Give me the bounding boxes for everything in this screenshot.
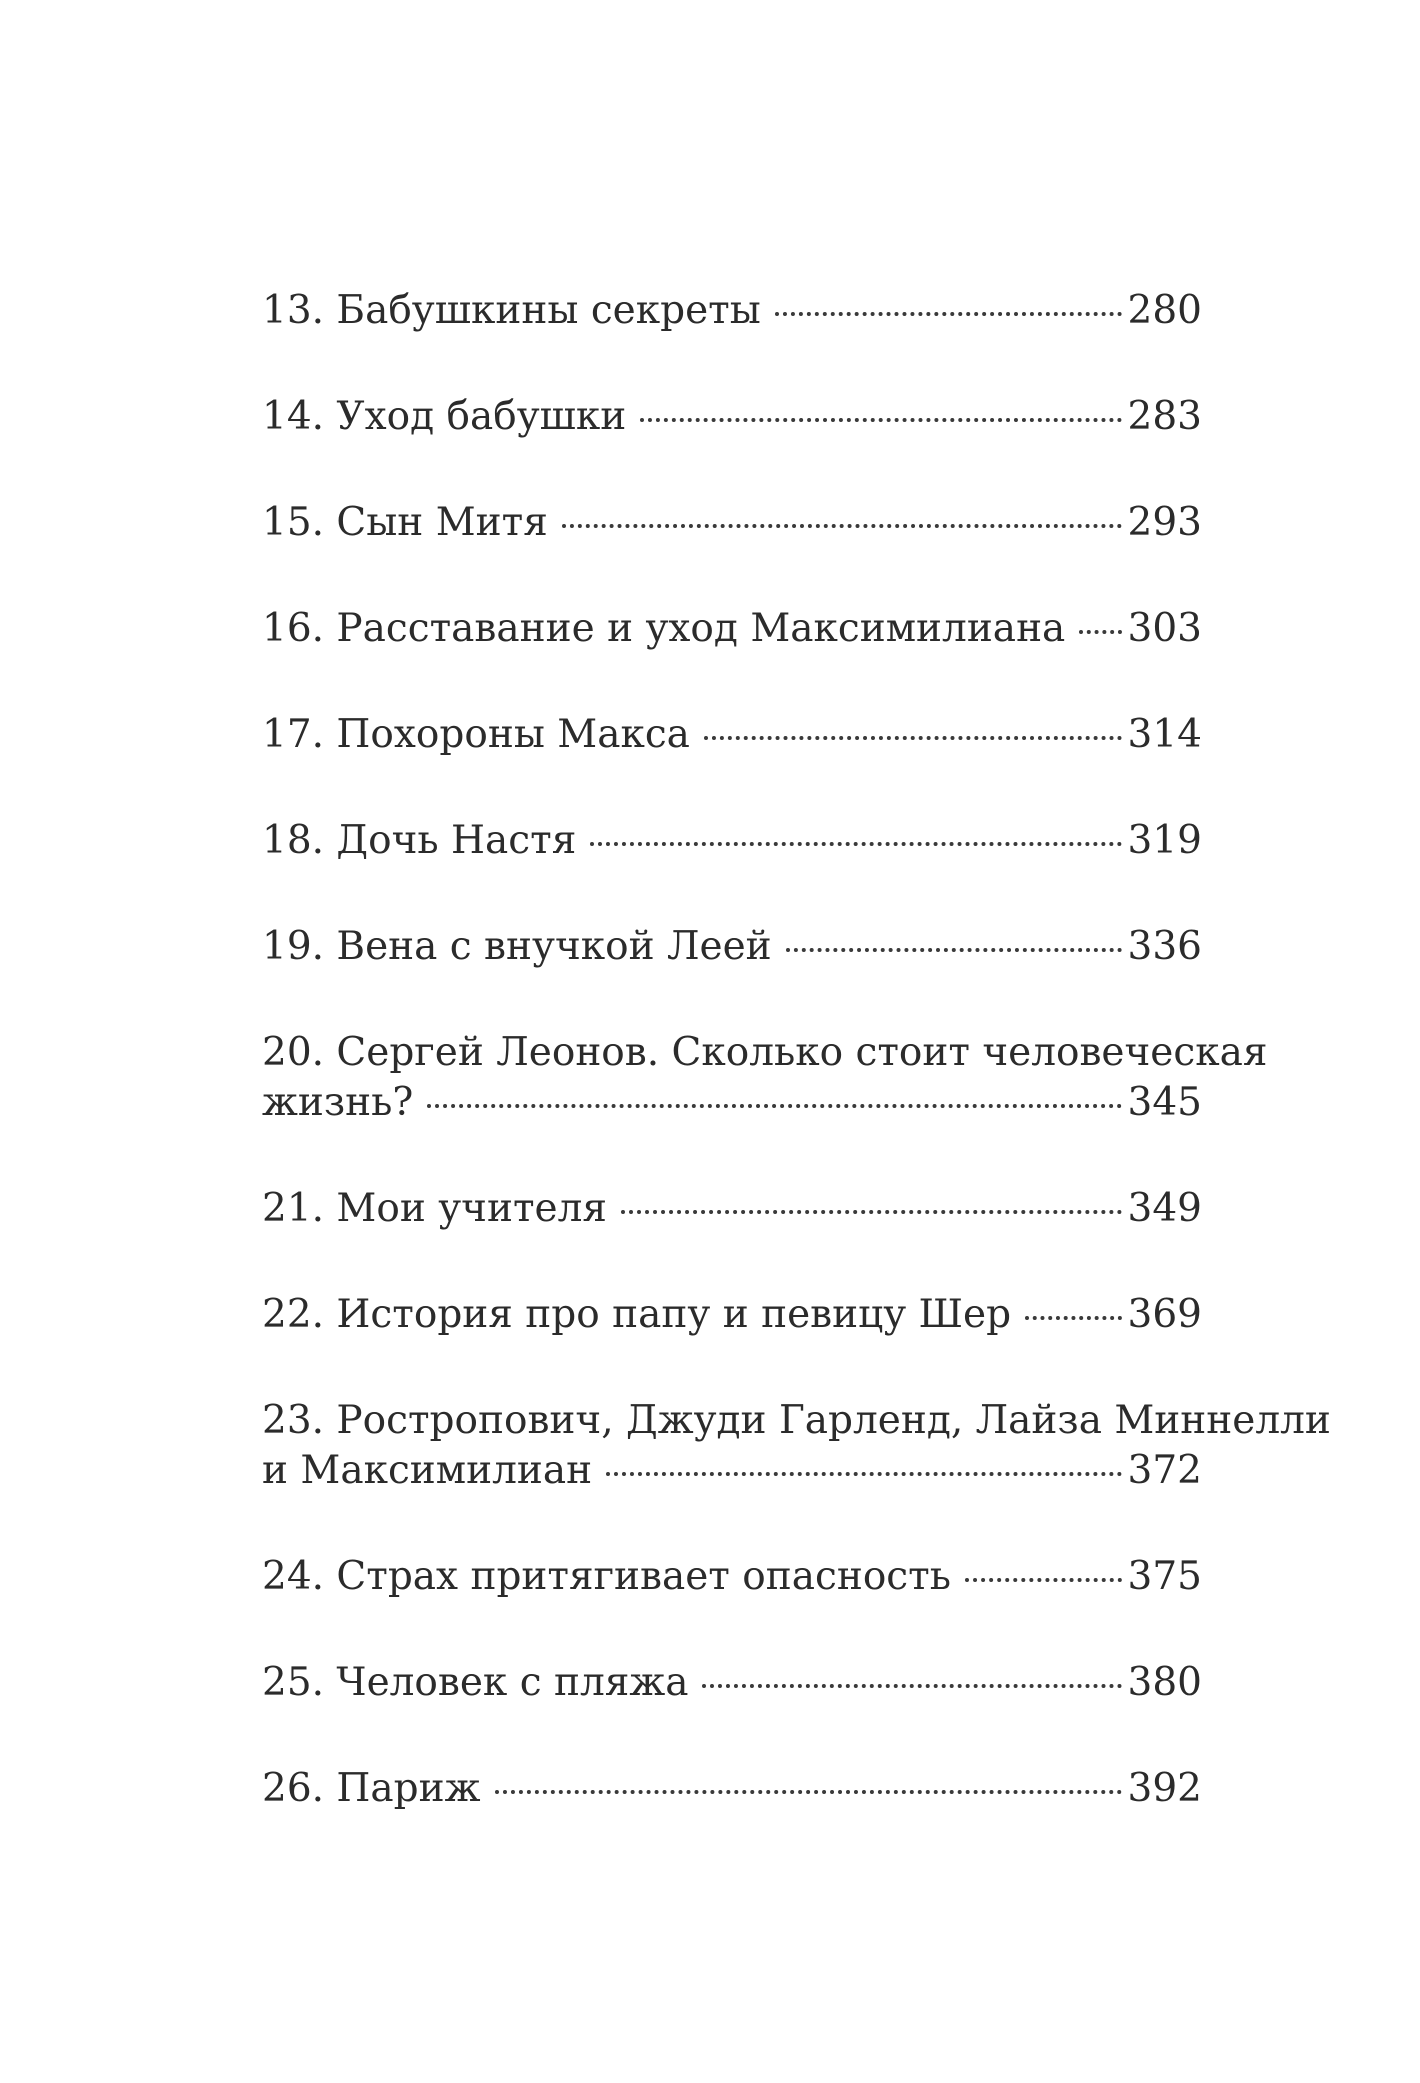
toc-entry-20[interactable]: [262, 1028, 1268, 1128]
toc-entry-title: жизнь?: [262, 1080, 414, 1125]
toc-entry-title-line1: 20. Сергей Леонов. Сколько стоит человеческая: [262, 1030, 1268, 1075]
toc-entry-page: 283: [1127, 394, 1202, 439]
toc-entry-13[interactable]: [262, 286, 1202, 336]
dot-leader: [562, 524, 1122, 528]
dot-leader: [965, 1578, 1122, 1582]
toc-entry-page: 336: [1127, 924, 1202, 969]
dot-leader: [606, 1472, 1121, 1476]
toc-entry-title-line1: 23. Ростропович, Джуди Гарленд, Лайза Миннелли: [262, 1398, 1331, 1443]
dot-leader: [427, 1104, 1121, 1108]
toc-entry-title: 16. Расставание и уход Максимилиана: [262, 606, 1066, 651]
toc-entry-title: 24. Страх притягивает опасность: [262, 1554, 951, 1599]
toc-entry-26[interactable]: [262, 1764, 1202, 1814]
toc-entry-title: 13. Бабушкины секреты: [262, 288, 761, 333]
table-of-contents: [262, 286, 1331, 1870]
toc-entry-page: 349: [1127, 1186, 1202, 1231]
toc-entry-23[interactable]: [262, 1396, 1331, 1496]
toc-entry-page: 280: [1127, 288, 1202, 333]
toc-entry-title: 25. Человек с пляжа: [262, 1660, 689, 1705]
toc-entry-15[interactable]: [262, 498, 1202, 548]
toc-entry-page: 314: [1127, 712, 1202, 757]
toc-entry-page: 319: [1127, 818, 1202, 863]
toc-entry-22[interactable]: [262, 1290, 1202, 1340]
toc-entry-page: 303: [1127, 606, 1202, 651]
toc-entry-title: 21. Мои учителя: [262, 1186, 607, 1231]
dot-leader: [590, 842, 1121, 846]
toc-entry-18[interactable]: [262, 816, 1202, 866]
toc-entry-title: 19. Вена с внучкой Леей: [262, 924, 772, 969]
dot-leader: [621, 1210, 1122, 1214]
toc-entry-25[interactable]: [262, 1658, 1202, 1708]
dot-leader: [775, 312, 1122, 316]
toc-entry-21[interactable]: [262, 1184, 1202, 1234]
toc-entry-title: 14. Уход бабушки: [262, 394, 627, 439]
toc-entry-title: 22. История про папу и певицу Шер: [262, 1292, 1012, 1337]
toc-entry-title: 26. Париж: [262, 1766, 481, 1811]
toc-entry-17[interactable]: [262, 710, 1202, 760]
toc-entry-page: 345: [1127, 1080, 1202, 1125]
toc-entry-title: 18. Дочь Настя: [262, 818, 577, 863]
dot-leader: [704, 736, 1122, 740]
dot-leader: [495, 1790, 1122, 1794]
dot-leader: [786, 948, 1122, 952]
dot-leader: [702, 1684, 1121, 1688]
dot-leader: [640, 418, 1121, 422]
dot-leader: [1025, 1316, 1121, 1320]
toc-entry-24[interactable]: [262, 1552, 1202, 1602]
toc-entry-page: 372: [1127, 1448, 1202, 1493]
toc-entry-14[interactable]: [262, 392, 1202, 442]
dot-leader: [1079, 630, 1121, 634]
toc-entry-title: 17. Похороны Макса: [262, 712, 690, 757]
toc-entry-title: и Максимилиан: [262, 1448, 593, 1493]
toc-entry-16[interactable]: [262, 604, 1202, 654]
toc-entry-page: 392: [1127, 1766, 1202, 1811]
toc-entry-title: 15. Сын Митя: [262, 500, 548, 545]
toc-entry-19[interactable]: [262, 922, 1202, 972]
toc-entry-page: 375: [1127, 1554, 1202, 1599]
toc-entry-page: 293: [1127, 500, 1202, 545]
toc-entry-page: 369: [1127, 1292, 1202, 1337]
toc-entry-page: 380: [1127, 1660, 1202, 1705]
